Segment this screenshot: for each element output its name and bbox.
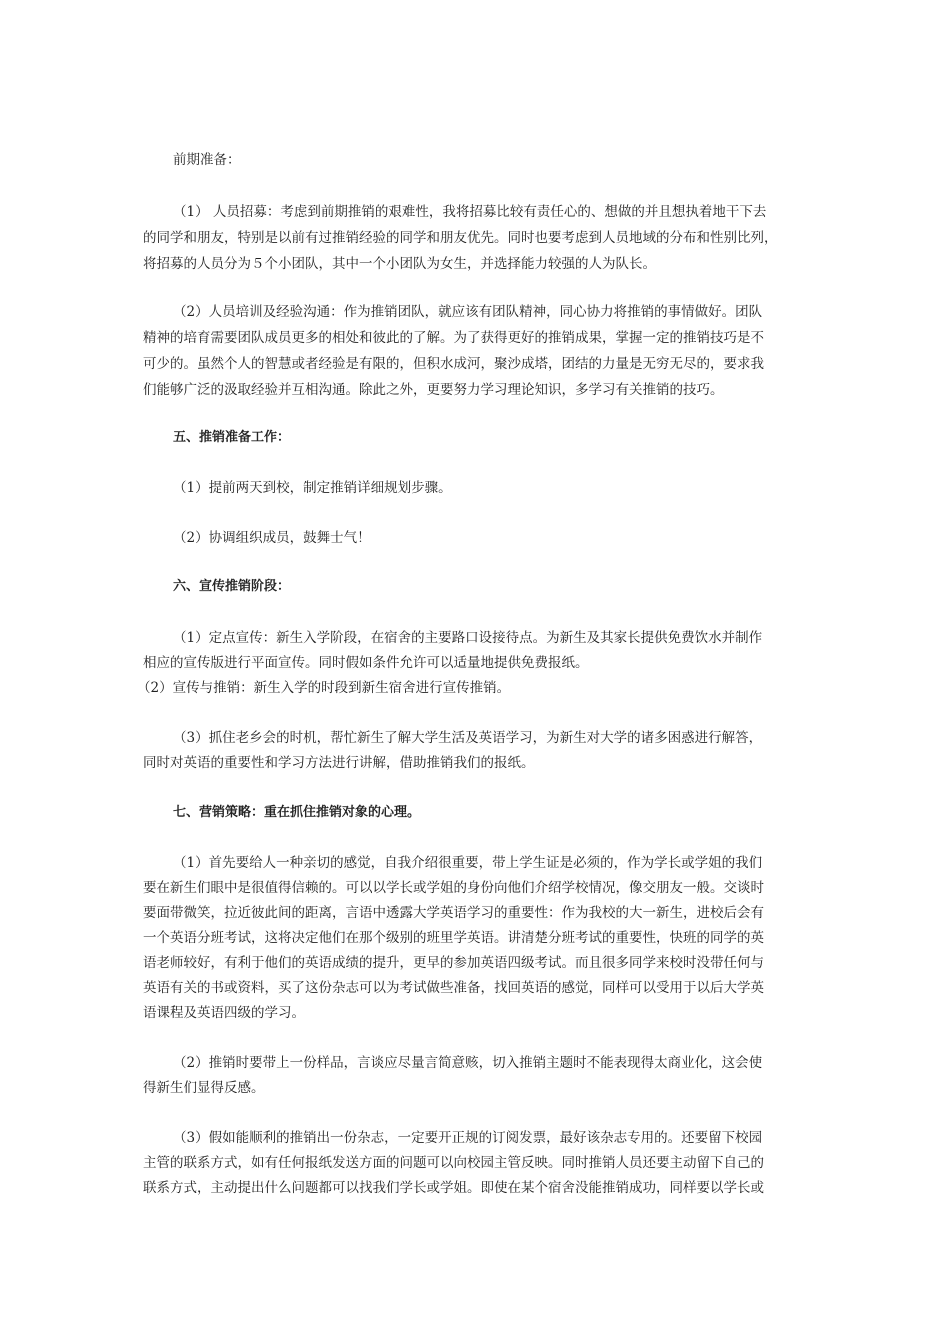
list-item: （1）提前两天到校，制定推销详细规划步骤。 [173,480,452,496]
paragraph-line: 要在新生们眼中是很值得信赖的。可以以学长或学姐的身份向他们介绍学校情况，像交朋友一般。交谈时 [143,880,764,896]
section-five-title: 五、推销准备工作： [173,430,291,445]
paragraph-line: 将招募的人员分为５个小团队，其中一个小团队为女生，并选择能力较强的人为队长。 [143,256,656,272]
paragraph-line: 联系方式，主动提出什么问题都可以找我们学长或学姐。即使在某个宿舍没能推销成功，同样要以学长或 [143,1180,764,1196]
paragraph-line: 语课程及英语四级的学习。 [143,1005,305,1021]
paragraph-line: 同时对英语的重要性和学习方法进行讲解，借助推销我们的报纸。 [143,755,535,771]
paragraph-line: 主管的联系方式，如有任何报纸发送方面的问题可以向校园主管反映。同时推销人员还要主动留下自己的 [143,1155,764,1171]
paragraph-line: 得新生们显得反感。 [143,1080,265,1096]
section-six-title: 六、宣传推销阶段： [173,579,291,594]
paragraph-line: （2）人员培训及经验沟通：作为推销团队，就应该有团队精神，同心协力将推销的事情做好。团队 [173,304,763,320]
paragraph-line: 们能够广泛的汲取经验并互相沟通。除此之外，更要努力学习理论知识，多学习有关推销的技巧。 [143,382,724,398]
paragraph-line: （3）假如能顺利的推销出一份杂志，一定要开正规的订阅发票，最好该杂志专用的。还要留下校园 [173,1130,763,1146]
list-item: （2）协调组织成员，鼓舞士气！ [173,530,371,546]
paragraph-line: （1） 人员招募：考虑到前期推销的艰难性，我将招募比较有责任心的、想做的并且想执着地干下去 [173,204,767,220]
paragraph-line: 英语有关的书或资料，买了这份杂志可以为考试做些准备，找回英语的感觉，同样可以受用于以后大学英 [143,980,764,996]
paragraph-line: 相应的宣传版进行平面宣传。同时假如条件允许可以适量地提供免费报纸。 [143,655,589,671]
prep-heading: 前期准备： [173,152,241,168]
paragraph-line: 可少的。虽然个人的智慧或者经验是有限的，但积水成河，聚沙成塔，团结的力量是无穷无尽的，要求我 [143,356,764,372]
paragraph-line: 要面带微笑，拉近彼此间的距离，言语中透露大学英语学习的重要性：作为我校的大一新生，进校后会有 [143,905,764,921]
paragraph-line: 语老师较好，有利于他们的英语成绩的提升，更早的参加英语四级考试。而且很多同学来校时没带任何与 [143,955,764,971]
paragraph-line: （1）首先要给人一种亲切的感觉，自我介绍很重要，带上学生证是必须的，作为学长或学姐的我们 [173,855,763,871]
paragraph-line: （2）推销时要带上一份样品，言谈应尽量言简意赅，切入推销主题时不能表现得太商业化，这会使 [173,1055,763,1071]
paragraph-line: 一个英语分班考试，这将决定他们在那个级别的班里学英语。讲清楚分班考试的重要性，快班的同学的英 [143,930,764,946]
paragraph-line: （1）定点宣传：新生入学阶段，在宿舍的主要路口设接待点。为新生及其家长提供免费饮水并制作 [173,630,763,646]
paragraph-line: 精神的培育需要团队成员更多的相处和彼此的了解。为了获得更好的推销成果，掌握一定的推销技巧是不 [143,330,764,346]
paragraph-line: 的同学和朋友，特别是以前有过推销经验的同学和朋友优先。同时也要考虑到人员地域的分布和性别比列， [143,230,778,246]
section-seven-title: 七、营销策略：重在抓住推销对象的心理。 [173,805,421,820]
paragraph-line: （3）抓住老乡会的时机，帮忙新生了解大学生活及英语学习，为新生对大学的诸多困惑进行解答， [173,730,763,746]
list-item: （2）宣传与推销：新生入学的时段到新生宿舍进行宣传推销。 [137,680,511,696]
